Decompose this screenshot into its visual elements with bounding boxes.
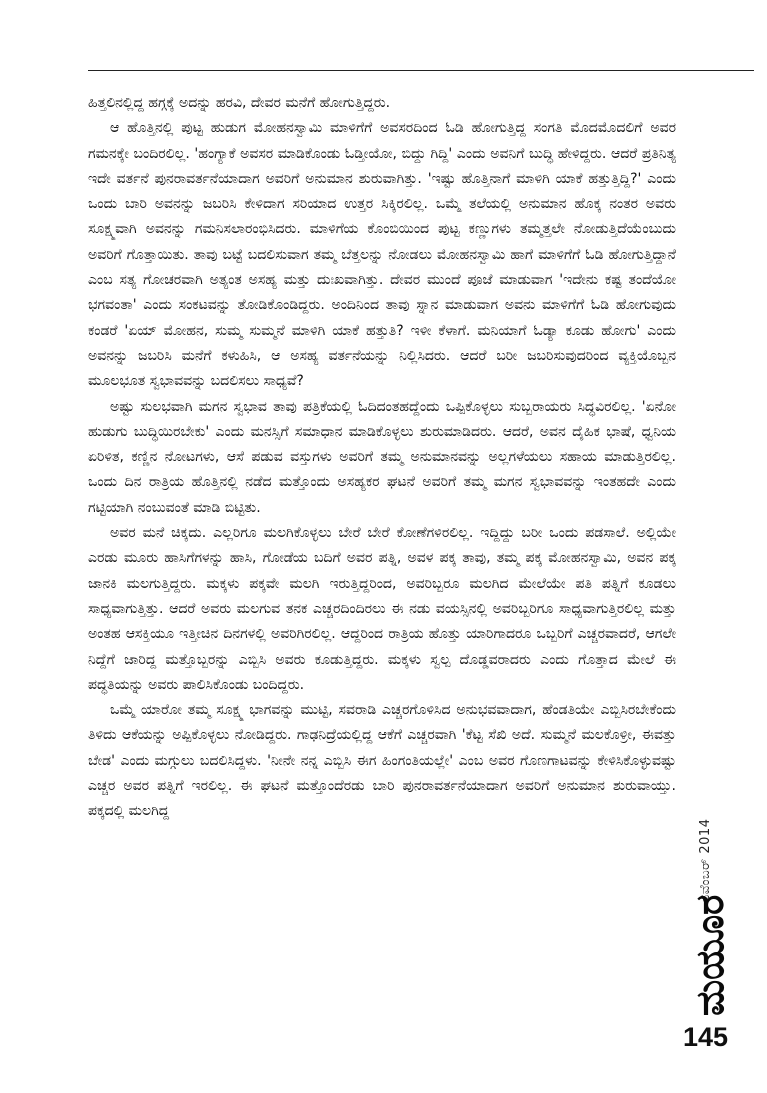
article-paragraph: ಆ ಹೊತ್ತಿನಲ್ಲಿ ಪುಟ್ಟ ಹುಡುಗ ಮೋಹನಸ್ವಾಮಿ ಮಾಳಿಗೆಗೆ ಅವಸರದಿಂದ ಓಡಿ ಹೋಗುತ್ತಿದ್ದ ಸಂಗತಿ ಮೊದಮೊದಲಿಗೆ ಅವರ ಗಮನಕ್ಕೇ ಬಂದಿರಲಿಲ್ಲ. 'ಹಂಗ್ಯಾಕೆ ಅವಸರ ಮಾಡಿಕೊಂಡು ಓಡ್ತೀಯೋ, ಬಿದ್ದು ಗಿದ್ದಿ' ಎಂದು ಅವನಿಗೆ ಬುದ್ಧಿ ಹೇಳಿದ್ದರು. ಆದರೆ ಪ್ರತಿನಿತ್ಯ ಇದೇ ವರ್ತನೆ ಪುನರಾವರ್ತನೆಯಾದಾಗ ಅವರಿಗೆ ಅನುಮಾನ ಶುರುವಾಗಿತ್ತು. 'ಇಷ್ಟು ಹೊತ್ತಿನಾಗೆ ಮಾಳಿಗಿ ಯಾಕೆ ಹತ್ತುತ್ತಿದ್ದಿ?' ಎಂದು ಒಂದು ಬಾರಿ ಅವನನ್ನು ಜಬರಿಸಿ ಕೇಳಿದಾಗ ಸರಿಯಾದ ಉತ್ತರ ಸಿಕ್ಕಿರಲಿಲ್ಲ. ಒಮ್ಮೆ ತಲೆಯಲ್ಲಿ ಅನುಮಾನ ಹೊಕ್ಕ ನಂತರ ಅವರು ಸೂಕ್ಷ್ಮವಾಗಿ ಅವನನ್ನು ಗಮನಿಸಲಾರಂಭಿಸಿದರು. ಮಾಳಿಗೆಯ ಕೊಂಬಿಯಿಂದ ಪುಟ್ಟ ಕಣ್ಣುಗಳು ತಮ್ಮತ್ತಲೇ ನೋಡುತ್ತಿದೆಯೆಂಬುದು ಅವರಿಗೆ ಗೊತ್ತಾಯಿತು. ತಾವು ಬಟ್ಟೆ ಬದಲಿಸುವಾಗ ತಮ್ಮ ಬೆತ್ತಲನ್ನು ನೋಡಲು ಮೋಹನಸ್ವಾಮಿ ಹಾಗೆ ಮಾಳಿಗೆಗೆ ಓಡಿ ಹೋಗುತ್ತಿದ್ದಾನೆ ಎಂಬ ಸತ್ಯ ಗೋಚರವಾಗಿ ಅತ್ಯಂತ ಅಸಹ್ಯ ಮತ್ತು ದುಃಖವಾಗಿತ್ತು. ದೇವರ ಮುಂದೆ ಪೂಜೆ ಮಾಡುವಾಗ 'ಇದೇನು ಕಷ್ಟ ತಂದೆಯೋ ಭಗವಂತಾ' ಎಂದು ಸಂಕಟವನ್ನು ತೋಡಿಕೊಂಡಿದ್ದರು. ಅಂದಿನಿಂದ ತಾವು ಸ್ನಾನ ಮಾಡುವಾಗ ಅವನು ಮಾಳಿಗೆಗೆ ಓಡಿ ಹೋಗುವುದು ಕಂಡರೆ 'ಏಯ್ ಮೋಹನ, ಸುಮ್ಮ ಸುಮ್ಮನೆ ಮಾಳಿಗಿ ಯಾಕೆ ಹತ್ತುತಿ? ಇಳೀ ಕೆಳಾಗೆ. ಮನಿಯಾಗೆ ಓಡ್ಯಾ ಕೂಡು ಹೋಗು' ಎಂದು ಅವನನ್ನು ಜಬರಿಸಿ ಮನೆಗೆ ಕಳುಹಿಸಿ, ಆ ಅಸಹ್ಯ ವರ್ತನೆಯನ್ನು ನಿಲ್ಲಿಸಿದರು. ಆದರೆ ಬರೀ ಜಬರಿಸುವುದರಿಂದ ವ್ಯಕ್ತಿಯೊಬ್ಬನ ಮೂಲಭೂತ ಸ್ವಭಾವವನ್ನು ಬದಲಿಸಲು ಸಾಧ್ಯವೆ? xyxy=(88,120,676,390)
top-rule xyxy=(88,70,754,71)
issue-date: ನವೆಂಬರ್ 2014 xyxy=(698,818,713,902)
article-paragraph: ಹಿತ್ತಲಿನಲ್ಲಿದ್ದ ಹಗ್ಗಕ್ಕೆ ಅದನ್ನು ಹರವಿ, ದೇವರ ಮನೆಗೆ ಹೋಗುತ್ತಿದ್ದರು. xyxy=(88,95,391,111)
article-body xyxy=(88,91,676,825)
magazine-logo: ಮಯೂರ xyxy=(688,894,732,1016)
article-paragraph: ಅವರ ಮನೆ ಚಿಕ್ಕದು. ಎಲ್ಲರಿಗೂ ಮಲಗಿಕೊಳ್ಳಲು ಬೇರೆ ಬೇರೆ ಕೋಣೆಗಳಿರಲಿಲ್ಲ. ಇದ್ದಿದ್ದು ಬರೀ ಒಂದು ಪಡಸಾಲೆ. ಅಲ್ಲಿಯೇ ಎರಡು ಮೂರು ಹಾಸಿಗೆಗಳನ್ನು ಹಾಸಿ, ಗೋಡೆಯ ಬದಿಗೆ ಅವರ ಪತ್ನಿ, ಅವಳ ಪಕ್ಕ ತಾವು, ತಮ್ಮ ಪಕ್ಕ ಮೋಹನಸ್ವಾಮಿ, ಅವನ ಪಕ್ಕ ಜಾನಕಿ ಮಲಗುತ್ತಿದ್ದರು. ಮಕ್ಕಳು ಪಕ್ಕವೇ ಮಲಗಿ ಇರುತ್ತಿದ್ದರಿಂದ, ಅವರಿಬ್ಬರೂ ಮಲಗಿದ ಮೇಲೆಯೇ ಪತಿ ಪತ್ನಿಗೆ ಕೂಡಲು ಸಾಧ್ಯವಾಗುತ್ತಿತ್ತು. ಆದರೆ ಅವರು ಮಲಗುವ ತನಕ ಎಚ್ಚರದಿಂದಿರಲು ಈ ನಡು ವಯಸ್ಸಿನಲ್ಲಿ ಅವರಿಬ್ಬರಿಗೂ ಸಾಧ್ಯವಾಗುತ್ತಿರಲಿಲ್ಲ ಮತ್ತು ಅಂತಹ ಆಸಕ್ತಿಯೂ ಇತ್ತೀಚಿನ ದಿನಗಳಲ್ಲಿ ಅವರಿಗಿರಲಿಲ್ಲ. ಆದ್ದರಿಂದ ರಾತ್ರಿಯ ಹೊತ್ತು ಯಾರಿಗಾದರೂ ಒಬ್ಬರಿಗೆ ಎಚ್ಚರವಾದರೆ, ಆಗಲೇ ನಿದ್ದೆಗೆ ಜಾರಿದ್ದ ಮತ್ತೊಬ್ಬರನ್ನು ಎಬ್ಬಿಸಿ ಅವರು ಕೂಡುತ್ತಿದ್ದರು. ಮಕ್ಕಳು ಸ್ವಲ್ಪ ದೊಡ್ಡವರಾದರು ಎಂದು ಗೊತ್ತಾದ ಮೇಲೆ ಈ ಪದ್ಧತಿಯನ್ನು ಅವರು ಪಾಲಿಸಿಕೊಂಡು ಬಂದಿದ್ದರು. xyxy=(88,525,676,693)
page-number: 145 xyxy=(683,1022,729,1052)
magazine-sidebar xyxy=(686,770,732,1018)
article-paragraph: ಅಷ್ಟು ಸುಲಭವಾಗಿ ಮಗನ ಸ್ವಭಾವ ತಾವು ಪತ್ರಿಕೆಯಲ್ಲಿ ಓದಿದಂತಹದ್ದೆಂದು ಒಪ್ಪಿಕೊಳ್ಳಲು ಸುಬ್ಬರಾಯರು ಸಿದ್ಧವಿರಲಿಲ್ಲ. 'ಏನೋ ಹುಡುಗು ಬುದ್ಧಿಯಿರಬೇಕು' ಎಂದು ಮನಸ್ಸಿಗೆ ಸಮಾಧಾನ ಮಾಡಿಕೊಳ್ಳಲು ಶುರುಮಾಡಿದರು. ಆದರೆ, ಅವನ ದೈಹಿಕ ಭಾಷೆ, ಧ್ವನಿಯ ಏರಿಳಿತ, ಕಣ್ಣಿನ ನೋಟಗಳು, ಆಸೆ ಪಡುವ ವಸ್ತುಗಳು ಅವರಿಗೆ ತಮ್ಮ ಅನುಮಾನವನ್ನು ಅಲ್ಲಗಳೆಯಲು ಸಹಾಯ ಮಾಡುತ್ತಿರಲಿಲ್ಲ. ಒಂದು ದಿನ ರಾತ್ರಿಯ ಹೊತ್ತಿನಲ್ಲಿ ನಡೆದ ಮತ್ತೊಂದು ಅಸಹ್ಯಕರ ಘಟನೆ ಅವರಿಗೆ ತಮ್ಮ ಮಗನ ಸ್ವಭಾವವನ್ನು ಇಂತಹದೇ ಎಂದು ಗಟ್ಟಿಯಾಗಿ ನಂಬುವಂತೆ ಮಾಡಿ ಬಿಟ್ಟಿತು. xyxy=(88,398,676,516)
article-paragraph: ಒಮ್ಮೆ ಯಾರೋ ತಮ್ಮ ಸೂಕ್ಷ್ಮ ಭಾಗವನ್ನು ಮುಟ್ಟಿ, ಸವರಾಡಿ ಎಚ್ಚರಗೊಳಿಸಿದ ಅನುಭವವಾದಾಗ, ಹೆಂಡತಿಯೇ ಎಬ್ಬಿಸಿರಬೇಕೆಂದು ತಿಳಿದು ಆಕೆಯನ್ನು ಅಪ್ಪಿಕೊಳ್ಳಲು ನೋಡಿದ್ದರು. ಗಾಢನಿದ್ರೆಯಲ್ಲಿದ್ದ ಆಕೆಗೆ ಎಚ್ಚರವಾಗಿ 'ಕೆಟ್ಟ ಸೆಖಿ ಅದೆ. ಸುಮ್ಮನೆ ಮಲಕೊಳ್ರೀ, ಈವತ್ತು ಬೇಡ' ಎಂದು ಮಗ್ಗುಲು ಬದಲಿಸಿದ್ದಳು. 'ನೀನೇ ನನ್ನ ಎಬ್ಬಿಸಿ ಈಗ ಹಿಂಗಂತಿಯಲ್ಲೇ' ಎಂಬ ಅವರ ಗೊಣಗಾಟವನ್ನು ಕೇಳಿಸಿಕೊಳ್ಳುವಷ್ಟು ಎಚ್ಚರ ಅವರ ಪತ್ನಿಗೆ ಇರಲಿಲ್ಲ. ಈ ಘಟನೆ ಮತ್ತೊಂದೆರಡು ಬಾರಿ ಪುನರಾವರ್ತನೆಯಾದಾಗ ಅವರಿಗೆ ಅನುಮಾನ ಶುರುವಾಯ್ತು. ಪಕ್ಕದಲ್ಲಿ ಮಲಗಿದ್ದ xyxy=(88,702,676,820)
